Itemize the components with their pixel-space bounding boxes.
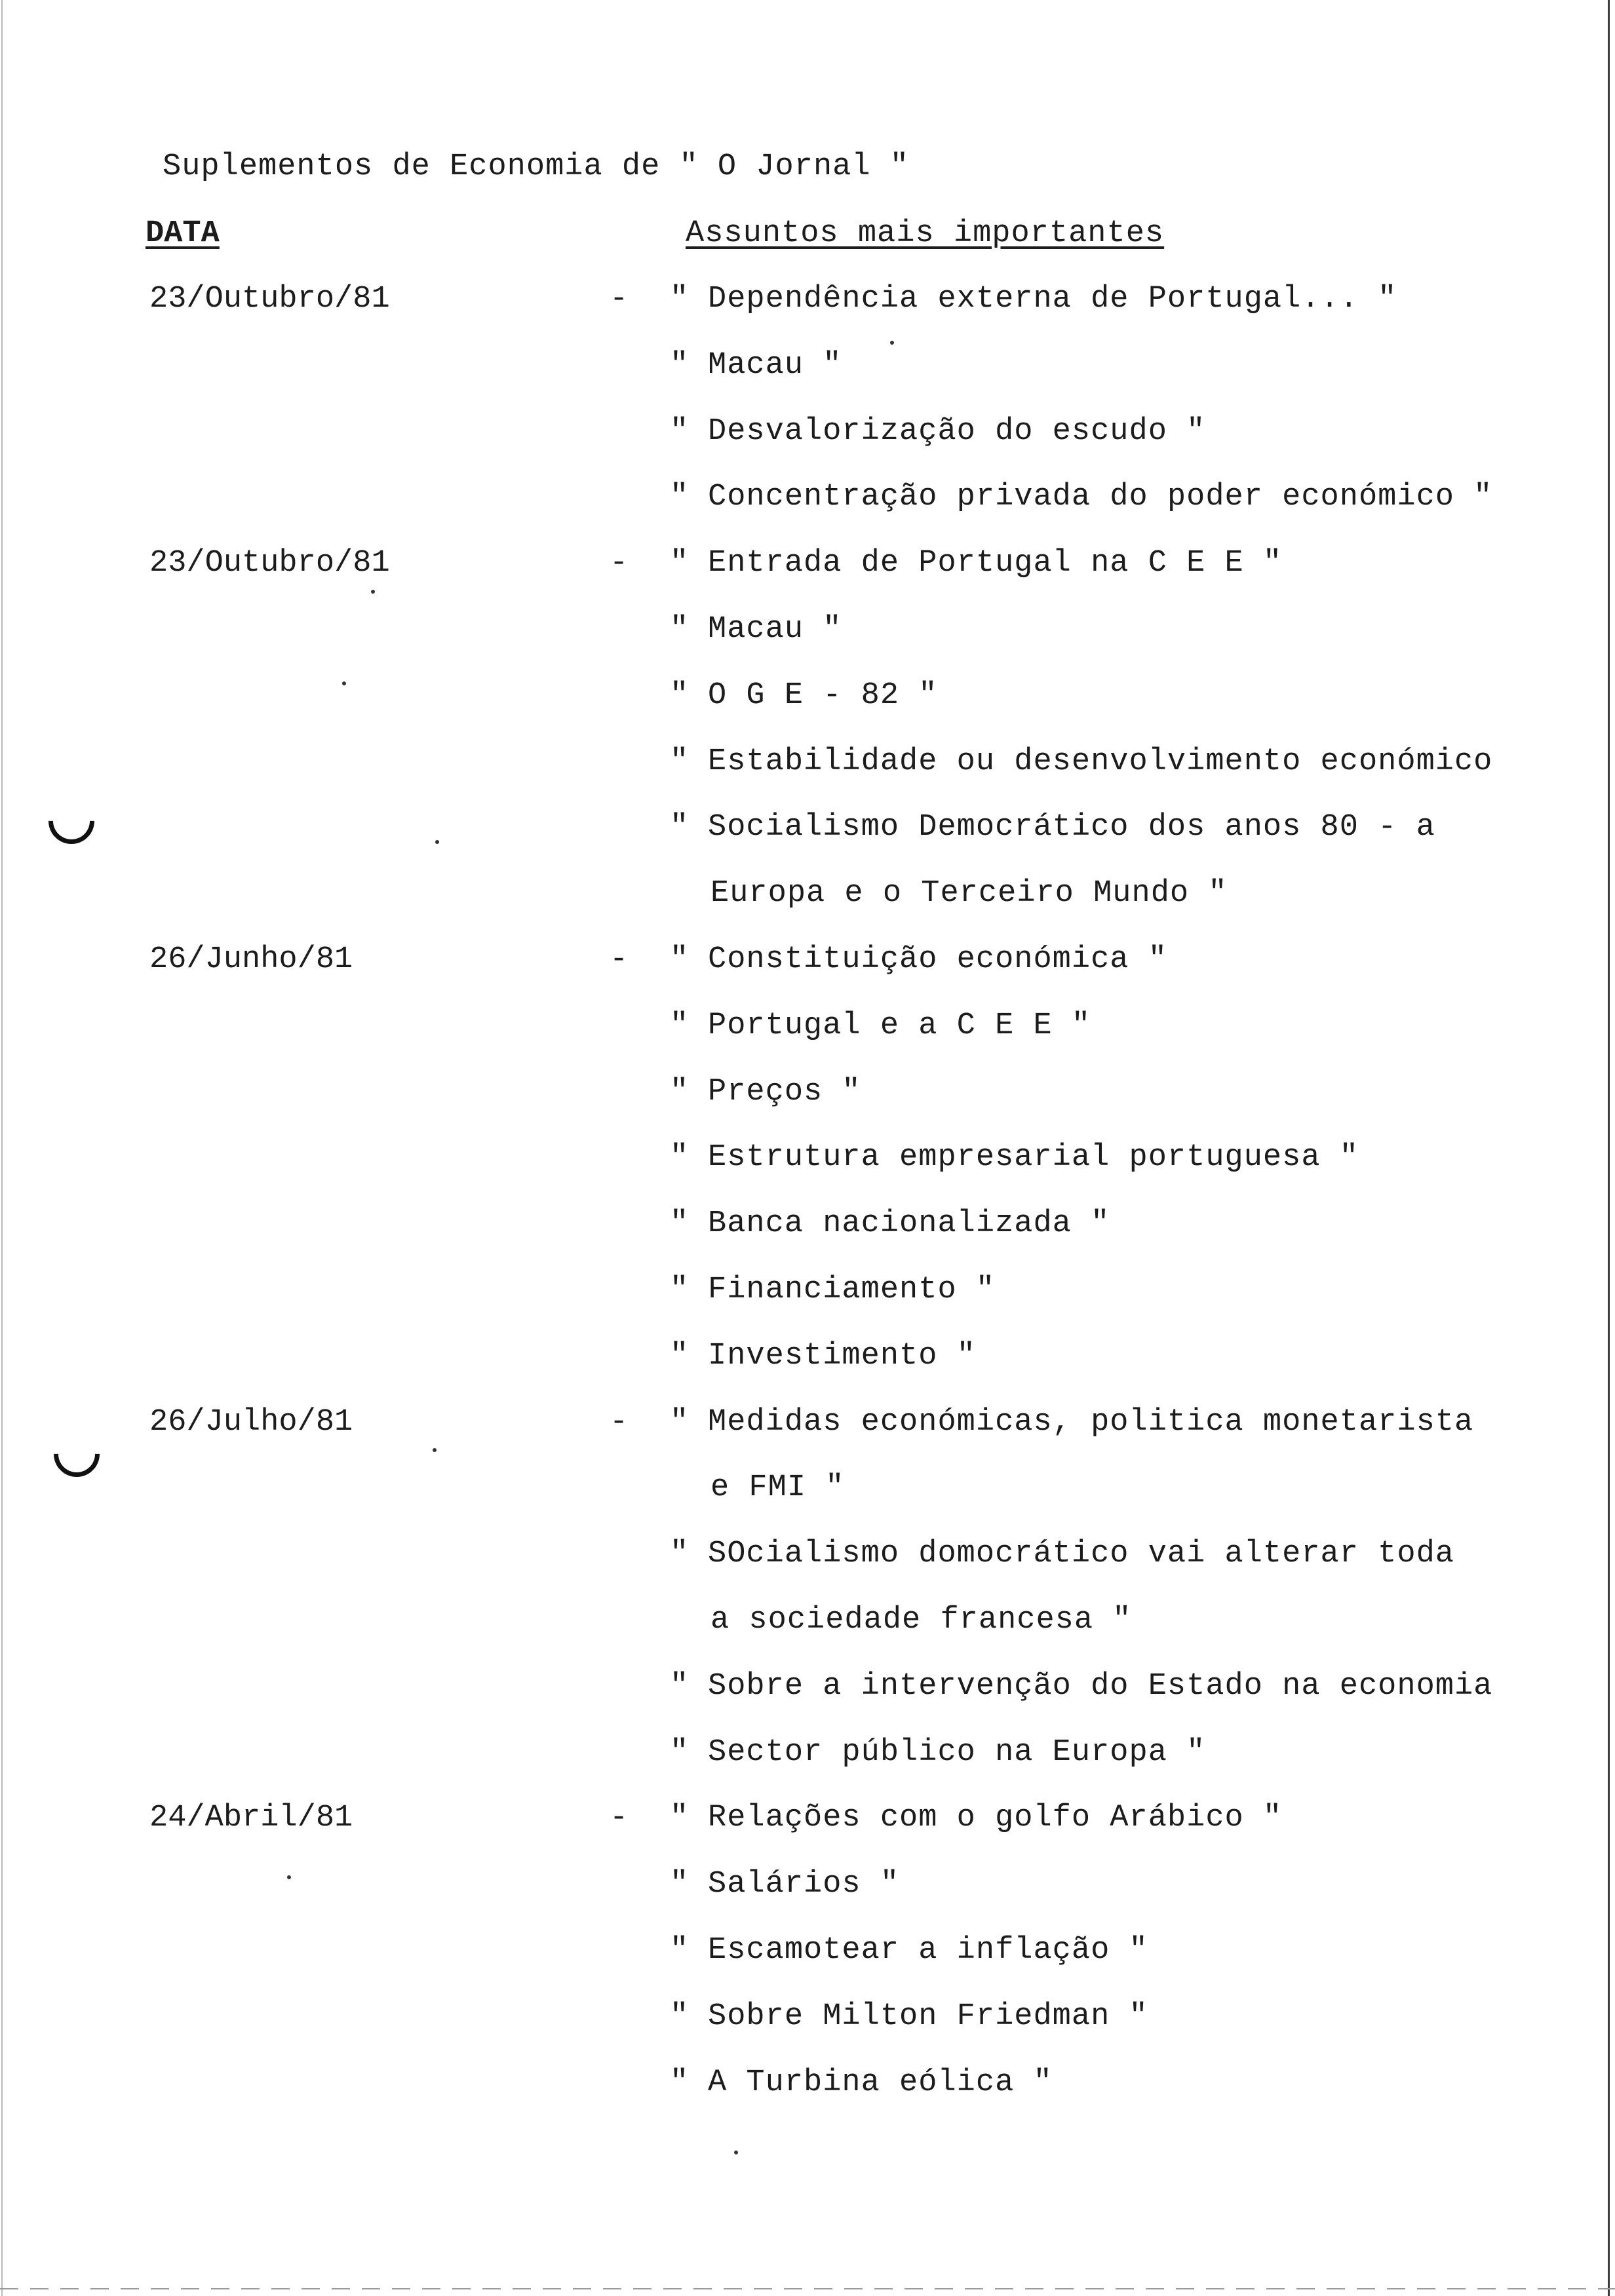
subject-text: Sector público na Europa " — [708, 1734, 1206, 1770]
subject-text: e FMI " — [710, 1470, 845, 1506]
subject-text: Relações com o golfo Arábico " — [708, 1801, 1283, 1836]
opening-quote: " — [670, 744, 689, 779]
subject-text: Sobre Milton Friedman " — [708, 1999, 1148, 2034]
subjects-column-header: Assuntos mais importantes — [686, 216, 1165, 251]
subject-text: Europa e o Terceiro Mundo " — [710, 876, 1228, 911]
opening-quote: " — [670, 678, 689, 713]
subject-text: Medidas económicas, politica monetarista — [708, 1404, 1474, 1440]
entry-date: 23/Outubro/81 — [149, 282, 390, 316]
speck — [435, 840, 439, 844]
subject-text: Concentração privada do poder económico " — [708, 480, 1493, 515]
entry-date: 26/Julho/81 — [149, 1404, 353, 1440]
speck — [433, 1448, 437, 1452]
opening-quote: " — [670, 480, 689, 515]
subject-text: Portugal e a C E E " — [708, 1008, 1091, 1043]
entry-date: 24/Abril/81 — [149, 1801, 353, 1836]
subject-text: A Turbina eólica " — [708, 2065, 1053, 2100]
entry-date: 23/Outubro/81 — [149, 546, 390, 581]
opening-quote: " — [670, 1867, 689, 1902]
subject-text: a sociedade francesa " — [710, 1602, 1132, 1637]
subject-text: SOcialismo domocrático vai alterar toda — [708, 1537, 1454, 1572]
subject-text: Escamotear a inflação " — [708, 1932, 1148, 1968]
subject-text: Constituição económica " — [708, 942, 1167, 977]
opening-quote: " — [670, 942, 689, 977]
subject-text: Macau " — [708, 611, 842, 647]
entry-dash: - — [610, 942, 629, 977]
page-edge-left — [1, 0, 3, 2296]
opening-quote: " — [670, 1338, 689, 1373]
opening-quote: " — [670, 1206, 689, 1242]
speck — [342, 681, 346, 685]
date-column-header: DATA — [146, 216, 220, 251]
subject-text: Financiamento " — [708, 1272, 996, 1307]
subject-text: Dependência externa de Portugal... " — [708, 282, 1397, 316]
opening-quote: " — [670, 2065, 689, 2100]
entry-dash: - — [610, 282, 629, 316]
entry-dash: - — [610, 546, 629, 581]
opening-quote: " — [670, 282, 689, 316]
opening-quote: " — [670, 810, 689, 845]
subject-text: Macau " — [708, 347, 842, 383]
subject-text: Estabilidade ou desenvolvimento económico — [708, 744, 1493, 779]
speck — [890, 341, 894, 345]
opening-quote: " — [670, 546, 689, 581]
opening-quote: " — [670, 1404, 689, 1440]
subject-text: Salários " — [708, 1867, 900, 1902]
page-edge-right — [1608, 0, 1610, 2296]
subject-text: O G E - 82 " — [708, 678, 938, 713]
speck — [371, 590, 375, 594]
speck — [734, 2151, 738, 2154]
subject-text: Entrada de Portugal na C E E " — [708, 546, 1283, 581]
opening-quote: " — [670, 1272, 689, 1307]
punch-hole-mark — [45, 1422, 109, 1487]
opening-quote: " — [670, 1537, 689, 1572]
subject-text: Preços " — [708, 1074, 861, 1109]
subject-text: Socialismo Democrático dos anos 80 - a — [708, 810, 1435, 845]
punch-hole-mark — [39, 789, 104, 854]
opening-quote: " — [670, 1999, 689, 2034]
opening-quote: " — [670, 1734, 689, 1770]
entry-dash: - — [610, 1801, 629, 1836]
opening-quote: " — [670, 611, 689, 647]
subject-text: Banca nacionalizada " — [708, 1206, 1110, 1242]
subject-text: Estrutura empresarial portuguesa " — [708, 1140, 1359, 1176]
opening-quote: " — [670, 1074, 689, 1109]
opening-quote: " — [670, 347, 689, 383]
opening-quote: " — [670, 413, 689, 449]
opening-quote: " — [670, 1140, 689, 1176]
speck — [287, 1875, 291, 1879]
subject-text: Sobre a intervenção do Estado na economia — [708, 1668, 1493, 1704]
subject-text: Desvalorização do escudo " — [708, 413, 1206, 449]
opening-quote: " — [670, 1801, 689, 1836]
subject-text: Investimento " — [708, 1338, 976, 1373]
opening-quote: " — [670, 1668, 689, 1704]
document-title: Suplementos de Economia de " O Jornal " — [163, 149, 909, 184]
entry-date: 26/Junho/81 — [149, 942, 353, 977]
entry-dash: - — [610, 1404, 629, 1440]
page-edge-bottom — [0, 2288, 1615, 2289]
opening-quote: " — [670, 1008, 689, 1043]
opening-quote: " — [670, 1932, 689, 1968]
